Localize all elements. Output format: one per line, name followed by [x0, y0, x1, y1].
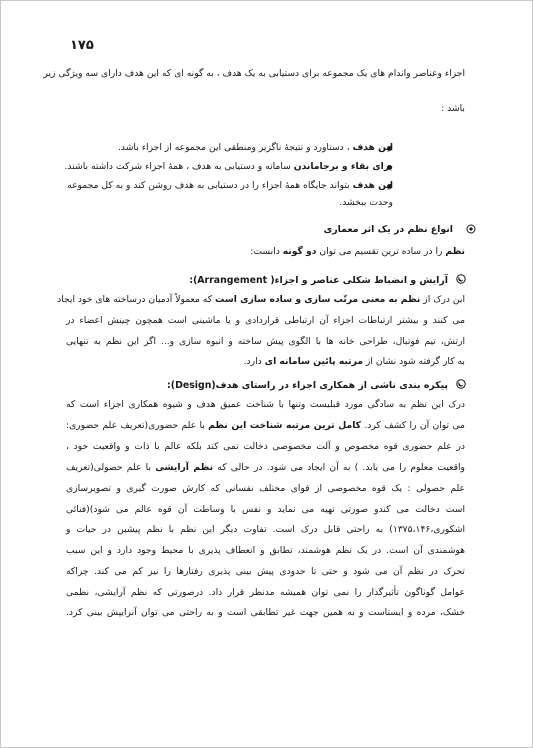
bullet-item-2 [64, 161, 393, 172]
bullet-item-3-cont: وحدت ببخشد. [339, 197, 393, 208]
sub1-line: ارتش، تیم فوتبال، طراحی خانه ها با الگوی پیش ساخته و انبوه سازی و... اگر این نظم به تنهایی [66, 336, 465, 347]
sub2-line: اشکوری،۱۳۷۵،۱۴۶) به راحتی قابل درک است. تفاوت دیگر این نظم با نظم پیشین در حیات و [66, 524, 465, 535]
sub1-line [57, 294, 465, 305]
sub2-line: هوشمندی آن است. در یک نظم هوشمند، تطابق و انعطاف پذیری با محیط وجود دارد و این سبب [66, 545, 465, 556]
bullet-item-1 [118, 142, 393, 153]
bullet-2-bold: برای بقاء و برجاماندن [293, 161, 393, 172]
section-intro-end: دانست: [250, 246, 283, 257]
page-number: ۱۷۵ [70, 38, 94, 53]
section-intro-mid: را در ساده ترین تقسیم می توان [316, 246, 446, 257]
section-title: انواع نظم در یک اثر معماری [323, 224, 453, 235]
bullet-1-bold: این هدف [352, 142, 393, 153]
sub2-line: خشک، مرده و ایستاست و به همین جهت غیر تطابقی است و به راحتی می توان آنرایپش بینی کرد. [66, 607, 465, 618]
sub1-line [244, 356, 465, 367]
sub2-line: علم حصولی : یک قوه مخصوصی از قوای مختلف نفسانی که کارش صورت گیری و تصویرسازی [66, 483, 465, 494]
bullet-1-text: ، دستاورد و نتیجۀ ناگزیر ومنطقی این مجموعه از اجزاء باشد. [117, 142, 353, 153]
circle-dot-icon [466, 224, 476, 234]
bullet-3-bold: این هدف [352, 180, 393, 191]
sub2-line: عوامل گوناگون تأثیرگذار را نمی توان همیشه مدنظر قرار داد. درصورتی که نظم آرایشی، نظمی [66, 587, 465, 598]
sub2-line [66, 420, 465, 431]
sub2-line: در علم حضوری قوه مخصوص و آلت مخصوصی دخالت نمی کند بلکه عالم با ذات و واقعیت خود ، [66, 441, 465, 452]
section-intro [250, 246, 465, 257]
sub2-line-4-c: با علم حصولی(تعریف [66, 462, 156, 473]
section-intro-bold-1: نظم [445, 246, 465, 257]
sub1-line: می کنند و بیشتر ارتباطات اجزاء آن ارتباطی قراردادی و یا ماشینی است همچون چینش اعضاء در [66, 315, 465, 326]
sub2-line: تحرک در نظم آن می شود و حتی تا حدودی پیش بینی پذیری رفتارها را نیز کم می کند. چراکه [66, 566, 465, 577]
sub2-line-4-b: نظم آرایشی [155, 462, 214, 473]
bullet-3-text: بتواند جایگاه همۀ اجزاء را در دستیابی به هدف روشن کند و به کل مجموعه [67, 180, 353, 191]
sub2-line: است دخالت می کندو صورتی تهیه می نماید و نفس با وساطت آن قوه عالم می شود)(فنائی [66, 504, 465, 515]
sub2-line-2-a: می توان آن را کشف کرد. [360, 420, 465, 431]
intro-line-2: باشد : [441, 103, 465, 114]
sub2-line [66, 462, 465, 473]
sub1-line-4-b: مرتبه پائین سامانه ای [264, 356, 364, 367]
moon-icon [456, 379, 466, 389]
intro-line-1: اجزاء وعناصر واندام های یک مجموعه برای دستیابی به یک هدف ، به گونه ای که این هدف دارای سه ویژگی زیر [43, 68, 465, 79]
sub1-heading: آرایش و انضباط شکلی عناصر و اجزاء( Arrangement): [189, 275, 448, 286]
sub1-line-4-c: دارد. [243, 356, 265, 367]
sub1-line-1-a: این درک از [420, 294, 465, 305]
moon-icon [456, 274, 466, 284]
bullet-item-3 [67, 180, 393, 191]
sub2-line-2-c: با علم حضوری(تعریف علم حضوری: [66, 420, 209, 431]
bullet-2-text: سامانه و دستیابی به هدف ، همۀ اجزاء شرکت داشته باشند. [64, 161, 294, 172]
sub2-heading: پیکره بندی ناشی از همکاری اجزاء در راستای هدف(Design): [167, 380, 448, 391]
sub2-line: درک این نظم به سادگی مورد قبلیست وتنها با شناخت عمیق هدف و شیوه همکاری اجزاء است که [66, 399, 465, 410]
sub1-line-1-b: نظم به معنی مرتّب سازی و ساده سازی است [215, 294, 421, 305]
sub2-line-2-b: کامل ترین مرتبه شناخت این نظم [208, 420, 361, 431]
sub2-line-4-a: واقعیت معلوم را می یابد. ) به آن ایجاد می شود. در حالی که [213, 462, 465, 473]
sub1-line-4-a: به کار گرفته شود نشان از [363, 356, 465, 367]
sub1-line-1-c: که معمولاً آدمیان درساخته های خود ایجاد [57, 294, 216, 305]
section-intro-bold-2: دو گونه [282, 246, 317, 257]
